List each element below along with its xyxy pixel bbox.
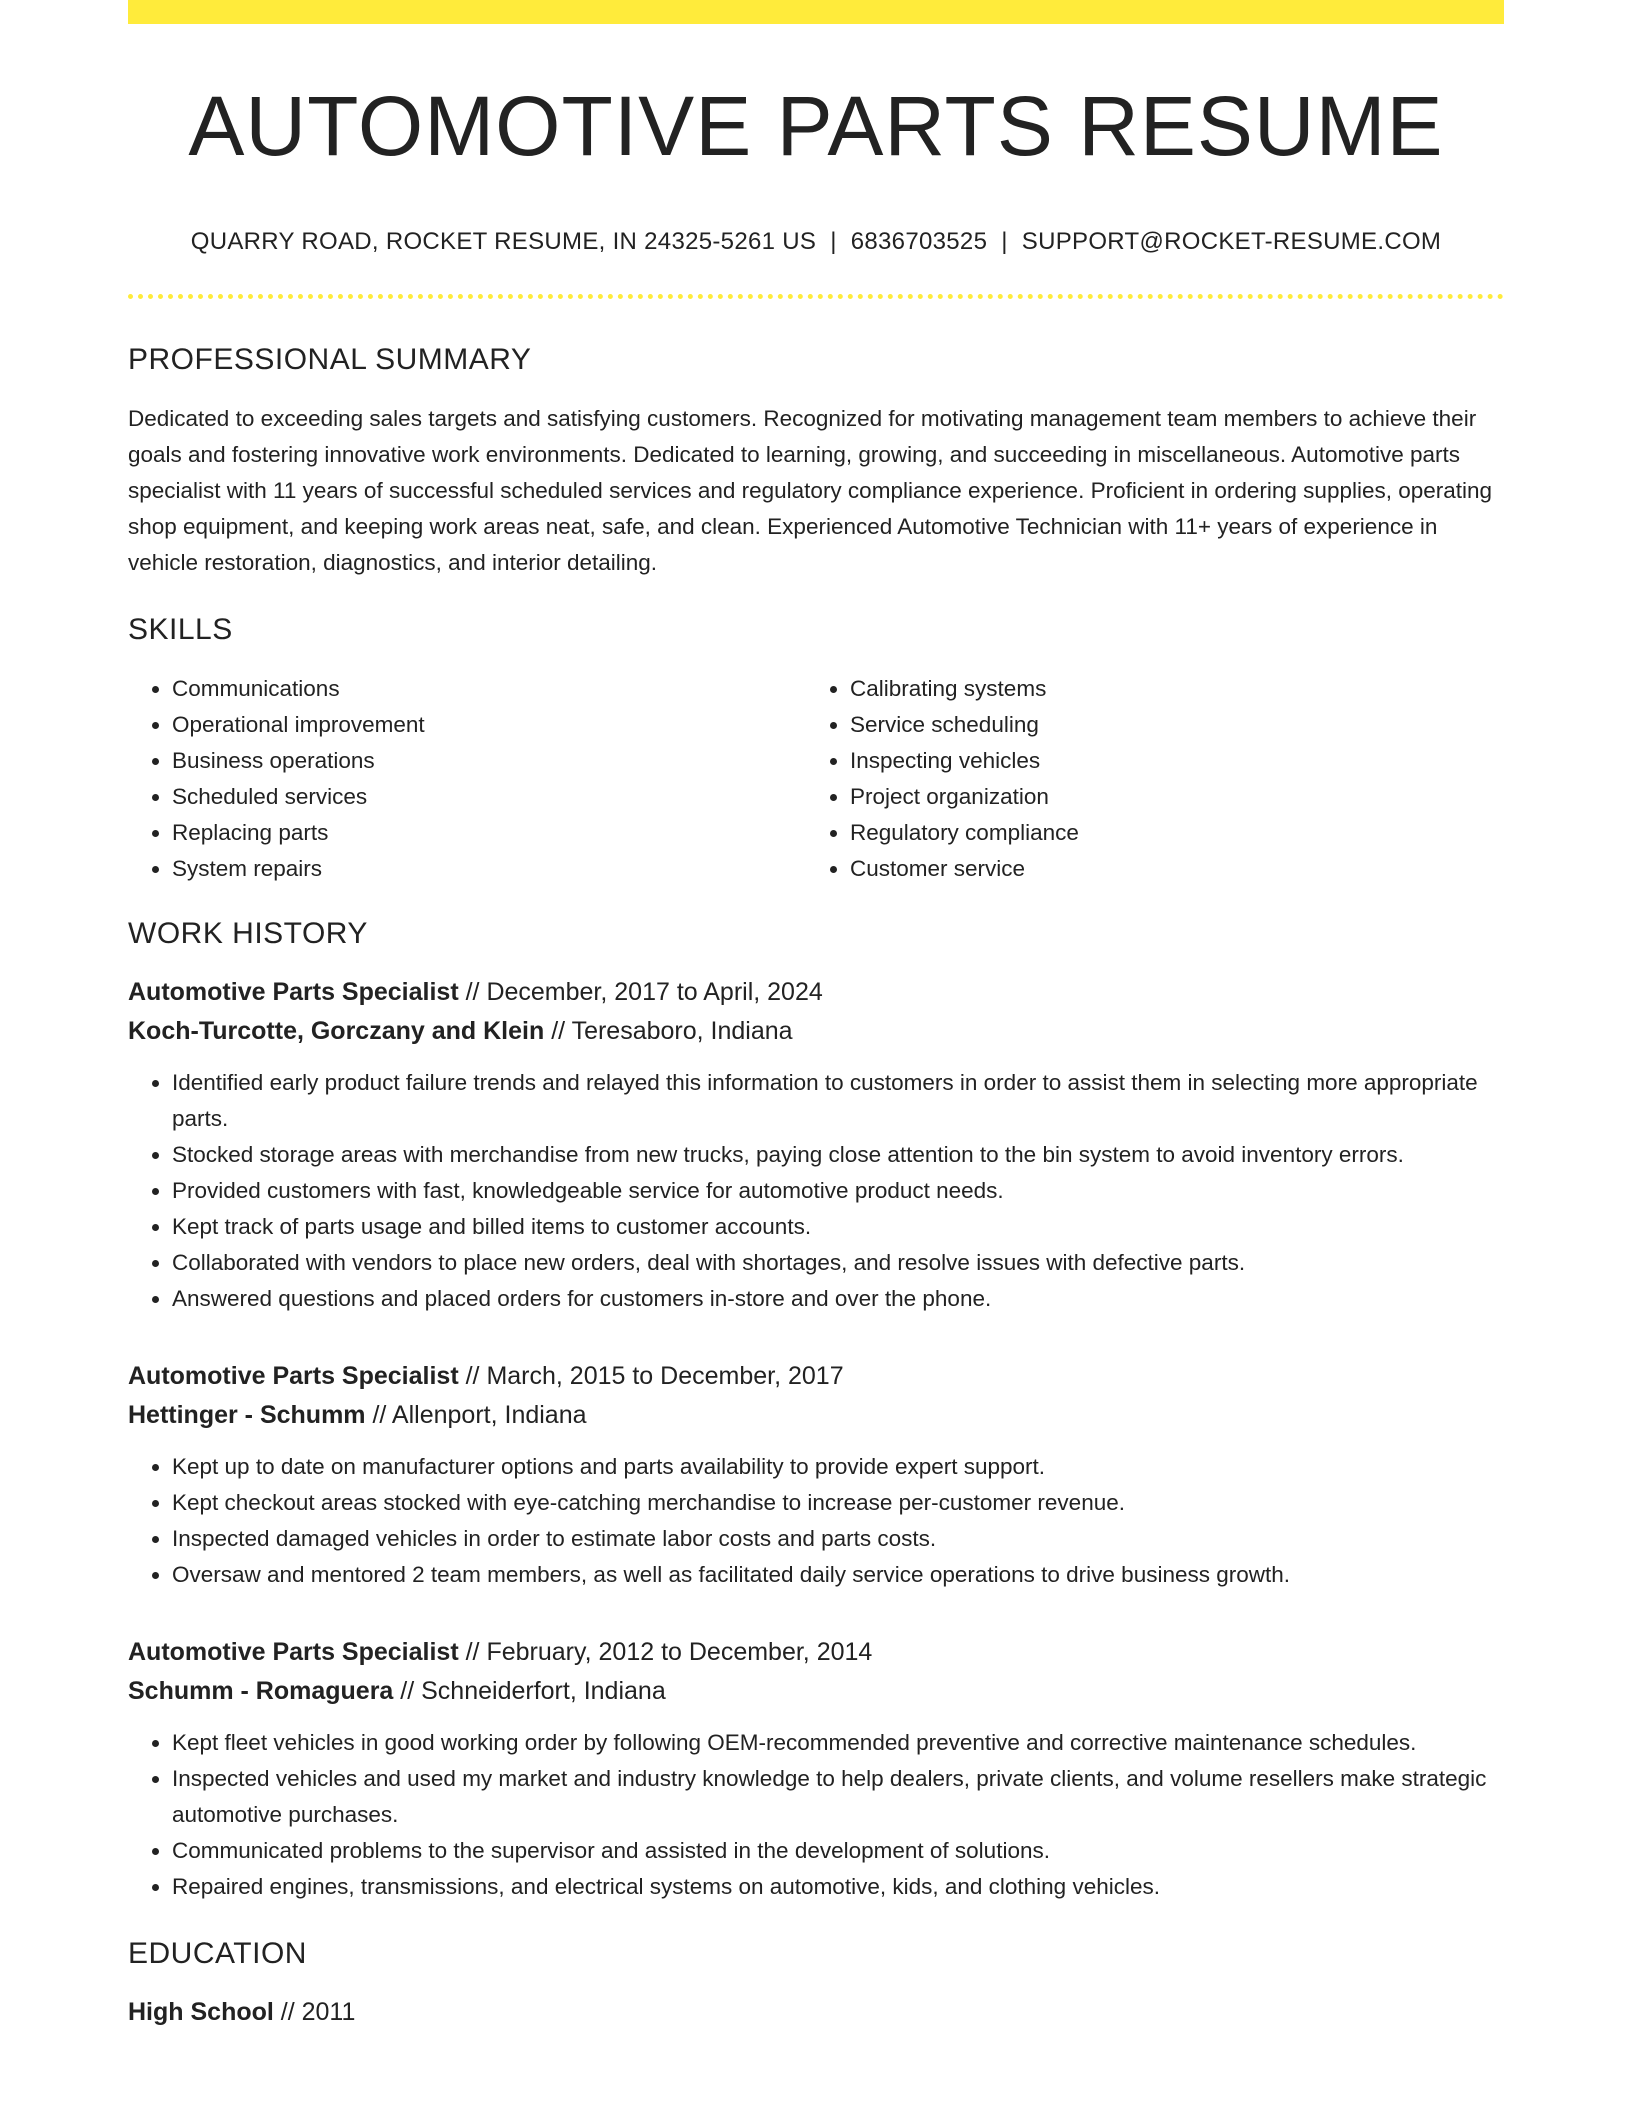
job-bullet: • Kept up to date on manufacturer options and parts availability to provide expert support. — [172, 1449, 1504, 1485]
contact-separator: | — [1001, 228, 1008, 256]
job-bullet: • Stocked storage areas with merchandise from new trucks, paying close attention to the bin system to avoid inventory errors. — [172, 1137, 1504, 1173]
job-bullet: • Communicated problems to the supervisor and assisted in the development of solutions. — [172, 1833, 1504, 1869]
summary-text: Dedicated to exceeding sales targets and satisfying customers. Recognized for motivating management team members to achieve their goals and fostering innovative work environments. Dedicated to learning, growing, and succeeding in miscellaneous. Automotive parts specialist with 11 years of successful scheduled services and regulatory compliance experience. Proficient in ordering supplies, operating shop equipment, and keeping work areas neat, safe, and clean. Experienced Automotive Technician with 11+ years of experience in vehicle restoration, diagnostics, and interior detailing. — [128, 406, 1493, 576]
skills-column-right — [806, 671, 1484, 887]
job-company-line — [128, 1396, 1504, 1435]
education-year: // 2011 — [273, 1998, 356, 2027]
skills-column-left — [128, 671, 806, 887]
skill-item: • Inspecting vehicles — [850, 743, 1484, 779]
contact-info — [128, 228, 1504, 256]
contact-address: QUARRY ROAD, ROCKET RESUME, IN 24325-5261 US — [190, 228, 817, 256]
job-bullet: • Identified early product failure trends and relayed this information to customers in order to assist them in selecting more appropriate parts. — [172, 1065, 1504, 1137]
job-bullet: • Kept fleet vehicles in good working order by following OEM-recommended preventive and corrective maintenance schedules. — [172, 1725, 1504, 1761]
job-bullet: • Answered questions and placed orders for customers in-store and over the phone. — [172, 1281, 1504, 1317]
education-entry — [128, 1993, 1504, 2032]
job-bullet: • Kept checkout areas stocked with eye-catching merchandise to increase per-customer revenue. — [172, 1485, 1504, 1521]
job-bullets — [128, 1065, 1504, 1317]
job-location: // Allenport, Indiana — [365, 1401, 587, 1430]
skill-item: • Service scheduling — [850, 707, 1484, 743]
job-title-line — [128, 1357, 1504, 1396]
job-entry — [128, 1633, 1504, 1905]
job-entry — [128, 973, 1504, 1317]
skill-item: • Scheduled services — [172, 779, 806, 815]
education-heading: EDUCATION — [128, 1937, 307, 1971]
skill-item: • Communications — [172, 671, 806, 707]
skill-item: • Customer service — [850, 851, 1484, 887]
resume-title: AUTOMOTIVE PARTS RESUME — [188, 79, 1444, 173]
summary-heading: PROFESSIONAL SUMMARY — [128, 343, 532, 377]
work-history-heading: WORK HISTORY — [128, 917, 368, 951]
job-location: // Schneiderfort, Indiana — [393, 1677, 666, 1706]
job-company-line — [128, 1012, 1504, 1051]
job-dates: // December, 2017 to April, 2024 — [458, 978, 823, 1007]
job-bullet: • Inspected damaged vehicles in order to estimate labor costs and parts costs. — [172, 1521, 1504, 1557]
job-position: Automotive Parts Specialist — [128, 978, 459, 1007]
skill-item: • Business operations — [172, 743, 806, 779]
job-bullet: • Collaborated with vendors to place new orders, deal with shortages, and resolve issues with defective parts. — [172, 1245, 1504, 1281]
job-position: Automotive Parts Specialist — [128, 1638, 459, 1667]
education-degree: High School — [128, 1998, 274, 2027]
job-bullet: • Kept track of parts usage and billed items to customer accounts. — [172, 1209, 1504, 1245]
job-dates: // February, 2012 to December, 2014 — [458, 1638, 873, 1667]
skills-heading: SKILLS — [128, 613, 233, 647]
job-position: Automotive Parts Specialist — [128, 1362, 459, 1391]
skills-list — [128, 671, 1504, 887]
contact-email: SUPPORT@ROCKET-RESUME.COM — [1021, 228, 1442, 256]
skill-item: • System repairs — [172, 851, 806, 887]
skill-item: • Operational improvement — [172, 707, 806, 743]
job-title-line — [128, 973, 1504, 1012]
job-bullet: • Provided customers with fast, knowledgeable service for automotive product needs. — [172, 1173, 1504, 1209]
job-bullets — [128, 1449, 1504, 1593]
accent-top-bar — [128, 0, 1504, 24]
job-company: Schumm - Romaguera — [128, 1677, 394, 1706]
job-location: // Teresaboro, Indiana — [544, 1017, 793, 1046]
skill-item: • Project organization — [850, 779, 1484, 815]
job-entry — [128, 1357, 1504, 1593]
job-bullet: • Inspected vehicles and used my market and industry knowledge to help dealers, private clients, and volume resellers make strategic automotive purchases. — [172, 1761, 1504, 1833]
contact-phone: 6836703525 — [850, 228, 988, 256]
job-company: Koch-Turcotte, Gorczany and Klein — [128, 1017, 545, 1046]
job-bullets — [128, 1725, 1504, 1905]
job-title-line — [128, 1633, 1504, 1672]
skill-item: • Calibrating systems — [850, 671, 1484, 707]
resume-page — [128, 0, 1504, 2032]
skill-item: • Replacing parts — [172, 815, 806, 851]
job-bullet: • Oversaw and mentored 2 team members, as well as facilitated daily service operations to drive business growth. — [172, 1557, 1504, 1593]
dotted-divider — [128, 294, 1504, 299]
job-bullet: • Repaired engines, transmissions, and electrical systems on automotive, kids, and clothing vehicles. — [172, 1869, 1504, 1905]
job-company-line — [128, 1672, 1504, 1711]
skill-item: • Regulatory compliance — [850, 815, 1484, 851]
job-company: Hettinger - Schumm — [128, 1401, 366, 1430]
job-dates: // March, 2015 to December, 2017 — [458, 1362, 844, 1391]
contact-separator: | — [830, 228, 837, 256]
